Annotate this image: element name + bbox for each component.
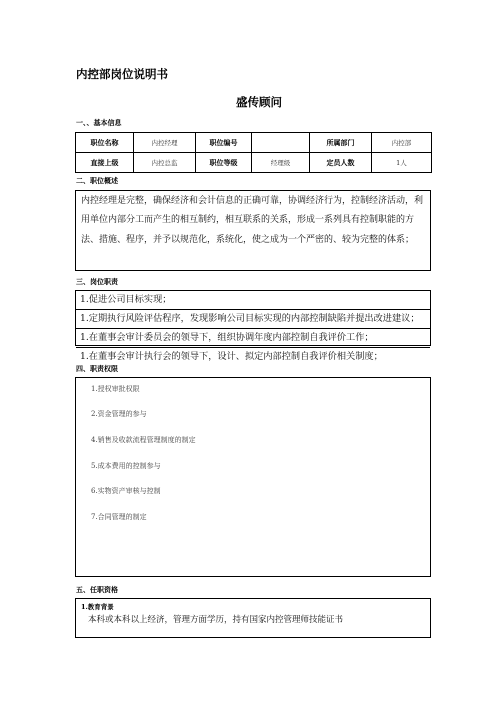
section-basic-info-heading: 一、、基本信息	[76, 119, 122, 127]
label-headcount: 定员人数	[310, 153, 372, 173]
label-position-name: 职位名称	[76, 133, 134, 153]
section-duties-heading: 三、岗位职责	[76, 278, 118, 286]
label-department: 所属部门	[310, 133, 372, 153]
authority-item: 7.合同管理的制定	[91, 513, 147, 521]
authority-item: 4.销售及收款流程管理制度的制定	[91, 436, 196, 444]
table-row	[76, 133, 432, 153]
authority-item: 6.实物资产审核与控制	[91, 487, 161, 495]
section-authority-heading: 四、职责权限	[76, 365, 118, 373]
overview-box	[75, 190, 431, 271]
duty-item: 1.在董事会审计委员会的领导下，组织协调年度内部控制自我评价工作；	[76, 329, 430, 348]
company-name: 盛传顾问	[236, 95, 282, 109]
value-direct-superior: 内控总监	[134, 153, 196, 173]
authority-item: 2.资金管理的参与	[91, 410, 147, 418]
overview-text: 内控经理是完整，确保经济和会计信息的正确可靠，协调经济行为，控制经济活动，利用单位内部分工而产生的相互制约，相互联系的关系，形成一系列具有控制职能的方法、措施、程序，并予以规范化，系统化，使之成为一个严密的、较为完整的体系；	[81, 196, 424, 245]
section-overview-heading: 二、职位概述	[76, 177, 118, 185]
qualification-box	[75, 598, 431, 638]
document-title: 内控部岗位说明书	[76, 67, 168, 81]
education-text: 本科或本科以上经济，管理方面学历，持有国家内控管理师技能证书	[88, 615, 344, 625]
value-position-name: 内控经理	[134, 133, 196, 153]
duty-item: 1.促进公司目标实现；	[76, 291, 430, 310]
label-position-level: 职位等级	[196, 153, 252, 173]
section-qualification-heading: 五、任职资格	[76, 586, 118, 594]
value-position-code	[252, 133, 310, 153]
duties-box	[75, 290, 431, 362]
education-label: 1.教育背景	[81, 603, 114, 611]
label-position-code: 职位编号	[196, 133, 252, 153]
authority-item: 5.成本费用的控制参与	[91, 462, 161, 470]
authority-box	[75, 377, 431, 577]
value-position-level: 经理级	[252, 153, 310, 173]
authority-item: 1.授权审批权限	[91, 385, 140, 393]
value-department: 内控部	[372, 133, 432, 153]
label-direct-superior: 直接上级	[76, 153, 134, 173]
table-row	[76, 153, 432, 173]
basic-info-table	[75, 132, 432, 173]
duty-item: 1.在董事会审计执行会的领导下，设计、拟定内部控制自我评价相关制度；	[80, 351, 383, 362]
duty-item: 1.定期执行风险评估程序，发现影响公司目标实现的内部控制缺陷并提出改进建议；	[76, 310, 430, 329]
value-headcount: 1人	[372, 153, 432, 173]
